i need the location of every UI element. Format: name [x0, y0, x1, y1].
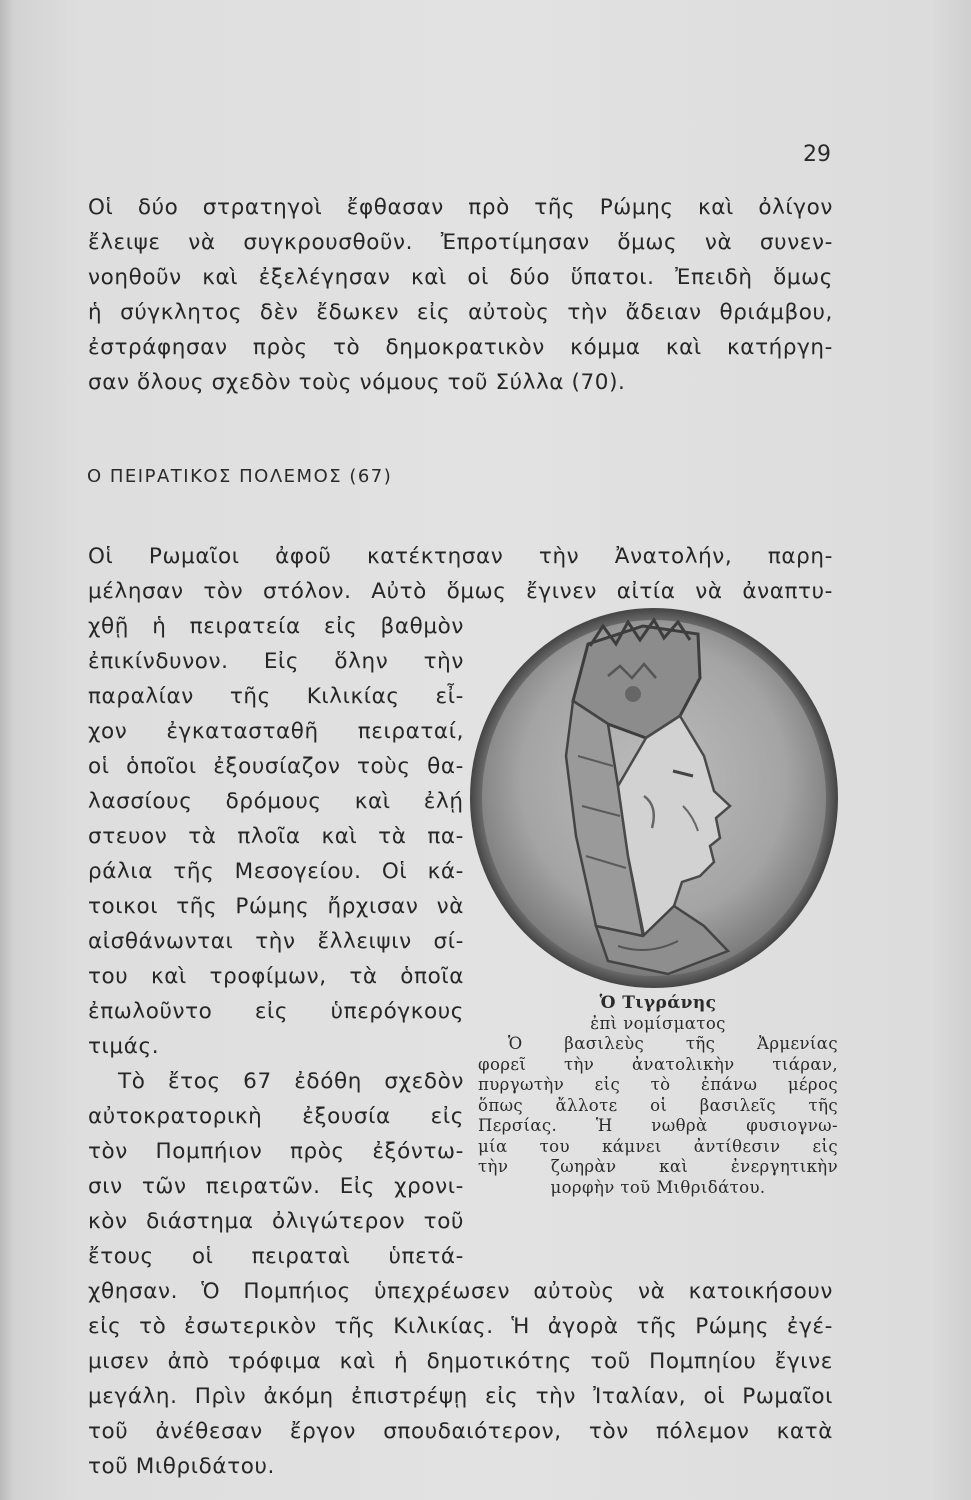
coin-caption — [478, 993, 838, 1198]
text-line: σαν ὅλους σχεδὸν τοὺς νόμους τοῦ Σύλλα (70). — [88, 370, 626, 395]
text-line: τοῦ Μιθριδάτου. — [88, 1454, 275, 1479]
text-line: χθῇ ἡ πειρατεία εἰς βαθμὸν — [88, 614, 464, 639]
text-line: χον ἐγκατασταθῆ πειραταί, — [88, 719, 464, 744]
text-line: σιν τῶν πειρατῶν. Εἰς χρονι- — [88, 1174, 464, 1199]
text-line: τοικοι τῆς Ρώμης ἤρχισαν νὰ — [88, 894, 464, 919]
text-line: οἱ ὁποῖοι ἐξουσίαζον τοὺς θα- — [88, 754, 464, 779]
text-line: τοῦ ἀνέθεσαν ἔργον σπουδαιότερον, τὸν πόλεμον κατὰ — [88, 1419, 833, 1444]
caption-line: Ὁ βασιλεὺς τῆς Ἀρμενίας — [508, 1034, 838, 1053]
text-line: τιμάς. — [88, 1034, 160, 1059]
page-number: 29 — [803, 142, 831, 167]
text-line: ἐπικίνδυνον. Εἰς ὅλην τὴν — [88, 649, 464, 674]
caption-subtitle: ἐπὶ νομίσματος — [590, 1013, 726, 1033]
text-line: του καὶ τροφίμων, τὰ ὁποῖα — [88, 964, 464, 989]
text-line: Τὸ ἔτος 67 ἐδόθη σχεδὸν — [118, 1069, 464, 1094]
paragraph-pirates-column — [88, 609, 464, 1064]
text-line: ράλια τῆς Μεσογείου. Οἱ κά- — [88, 859, 464, 884]
text-line: τὸν Πομπήιον πρὸς ἐξόντω- — [88, 1139, 464, 1164]
text-line: μέλησαν τὸν στόλον. Αὐτὸ ὅμως ἔγινεν αἰτία νὰ ἀναπτυ- — [88, 579, 833, 604]
text-line: στευον τὰ πλοῖα καὶ τὰ πα- — [88, 824, 464, 849]
text-line: παραλίαν τῆς Κιλικίας εἶ- — [88, 684, 464, 709]
tigranes-coin-image — [468, 606, 840, 990]
caption-line: Περσίας. Ἡ νωθρὰ φυσιογνω- — [478, 1116, 838, 1135]
caption-line: ὅπως ἄλλοτε οἱ βασιλεῖς τῆς — [478, 1095, 838, 1115]
caption-line: φορεῖ τὴν ἀνατολικὴν τιάραν, — [478, 1054, 838, 1074]
section-heading: Ο ΠΕΙΡΑΤΙΚΟΣ ΠΟΛΕΜΟΣ (67) — [87, 466, 393, 487]
text-line: αὐτοκρατορικὴ ἐξουσία εἰς — [88, 1104, 464, 1129]
text-line: ἡ σύγκλητος δὲν ἔδωκεν εἰς αὐτοὺς τὴν ἄδειαν θριάμβου, — [88, 300, 833, 325]
text-line: ἐστράφησαν πρὸς τὸ δημοκρατικὸν κόμμα καὶ κατήργη- — [88, 335, 833, 360]
caption-line: μία του κάμνει ἀντίθεσιν εἰς — [478, 1136, 838, 1156]
text-line: Οἱ δύο στρατηγοὶ ἔφθασαν πρὸ τῆς Ρώμης καὶ ὀλίγον — [88, 195, 833, 220]
text-line: μισεν ἀπὸ τρόφιμα καὶ ἡ δημοτικότης τοῦ Πομπηίου ἔγινε — [88, 1349, 833, 1374]
text-line: ἐπωλοῦντο εἰς ὑπερόγκους — [88, 999, 464, 1024]
caption-line: μορφὴν τοῦ Μιθριδάτου. — [550, 1177, 766, 1197]
text-line: νοηθοῦν καὶ ἐξελέγησαν καὶ οἱ δύο ὕπατοι. Ἐπειδὴ ὅμως — [88, 265, 833, 290]
text-line: χθησαν. Ὁ Πομπήιος ὑπεχρέωσεν αὐτοὺς νὰ κατοικήσουν — [88, 1279, 833, 1304]
text-line: αἰσθάνωνται τὴν ἔλλειψιν σί- — [88, 929, 464, 954]
text-line: Οἱ Ρωμαῖοι ἀφοῦ κατέκτησαν τὴν Ἀνατολήν, παρη- — [88, 544, 833, 569]
paragraph-generals — [88, 190, 833, 400]
text-line: εἰς τὸ ἐσωτερικὸν τῆς Κιλικίας. Ἡ ἀγορὰ τῆς Ρώμης ἐγέ- — [88, 1314, 833, 1339]
text-line: λασσίους δρόμους καὶ ἐλῄ — [88, 789, 464, 814]
paragraph-pompey-full — [88, 1274, 833, 1484]
text-line: ἔτους οἱ πειραταὶ ὑπετά- — [88, 1244, 464, 1269]
text-line: μεγάλη. Πρὶν ἀκόμη ἐπιστρέψῃ εἰς τὴν Ἰταλίαν, οἱ Ρωμαῖοι — [88, 1384, 833, 1409]
caption-line: τὴν ζωηρὰν καὶ ἐνεργητικὴν — [478, 1157, 838, 1176]
paragraph-pompey-column — [88, 1064, 464, 1274]
caption-line: πυργωτὴν εἰς τὸ ἐπάνω μέρος — [478, 1075, 838, 1094]
text-line: ἔλειψε νὰ συγκρουσθοῦν. Ἐπροτίμησαν ὅμως νὰ συνεν- — [88, 230, 833, 255]
caption-title: Ὁ Τιγράνης — [599, 993, 717, 1013]
paragraph-pirates-intro — [88, 539, 833, 609]
text-line: κὸν διάστημα ὀλιγώτερον τοῦ — [88, 1209, 464, 1234]
